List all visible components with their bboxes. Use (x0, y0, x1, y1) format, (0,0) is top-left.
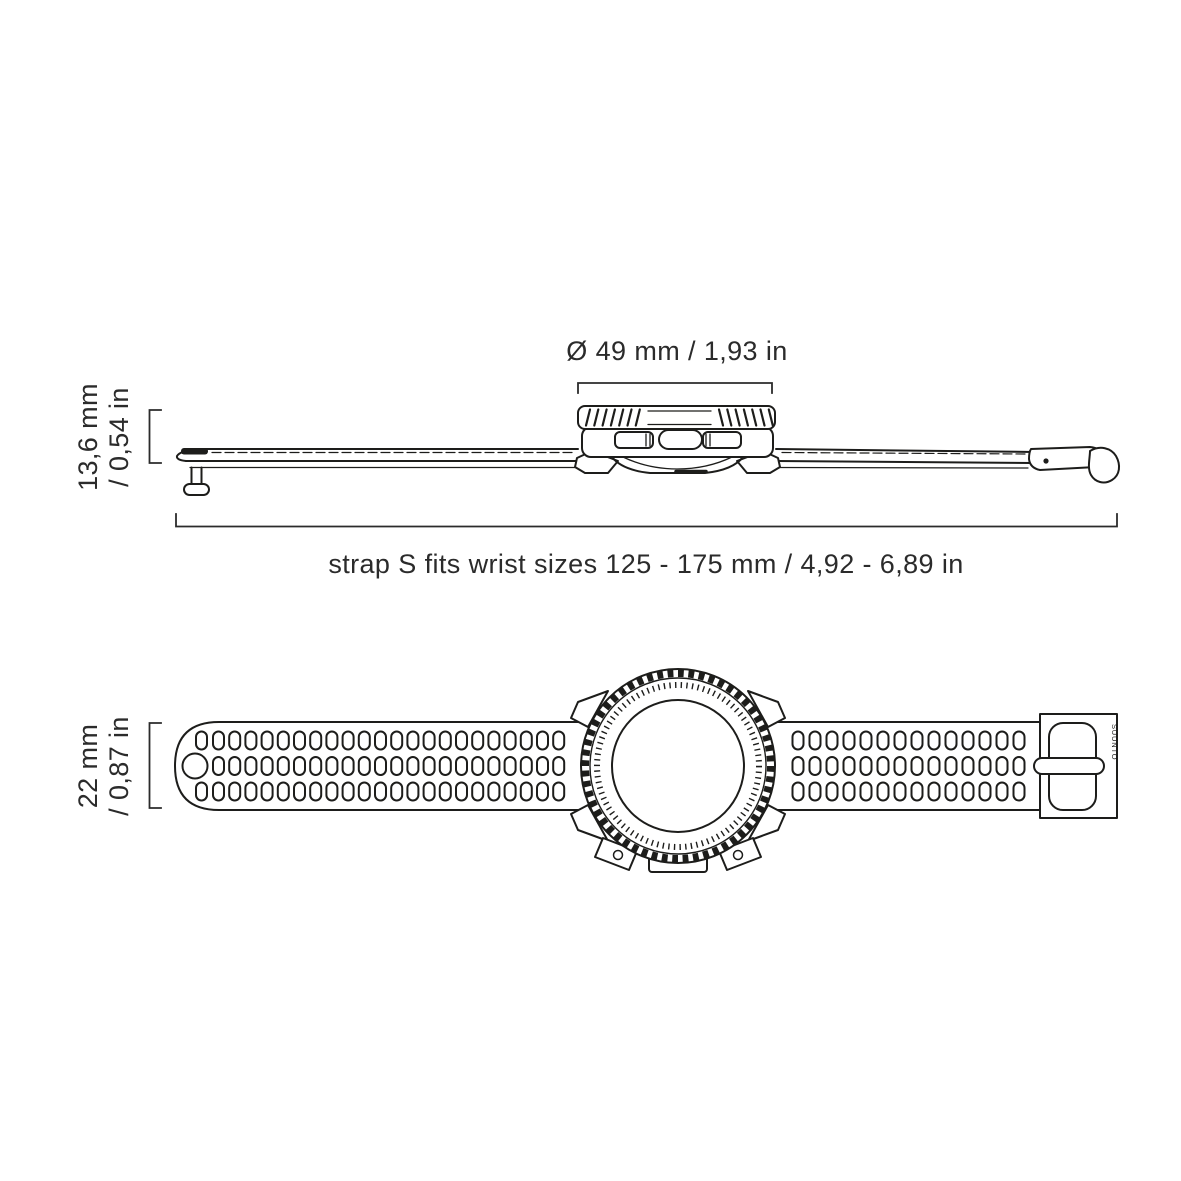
sensor-dome (612, 457, 743, 473)
watch-side-view-illustration (177, 406, 1119, 495)
wrist-size-label: strap S fits wrist sizes 125 - 175 mm / 4,92 - 6,89 in (328, 549, 964, 579)
buckle-pin (1034, 758, 1104, 774)
buckle-side-profile (1029, 447, 1119, 482)
watch-display (612, 700, 744, 832)
thickness-label-line2: / 0,54 in (104, 387, 134, 487)
thickness-label (73, 383, 135, 491)
buckle-brand-text: SUUNTO (1110, 724, 1119, 761)
watch-bezel-side (578, 406, 775, 429)
thickness-dimension-bracket (150, 410, 162, 463)
diameter-dimension-bracket (578, 383, 772, 393)
thickness-label-line1: 13,6 mm (73, 383, 104, 491)
strap-width-dimension-bracket (150, 723, 162, 808)
strap-width-label-line1: 22 mm (73, 723, 104, 809)
strap-pin-stud (184, 468, 209, 496)
strap-width-label-line2: / 0,87 in (104, 716, 134, 816)
watch-bezel-top-view (581, 669, 775, 863)
strap-left-side-profile (177, 448, 580, 468)
buckle-top-view (1034, 714, 1119, 818)
wrist-size-dimension-bracket (176, 514, 1117, 527)
strap-width-label (73, 716, 135, 816)
strap-right-side-profile (776, 449, 1034, 468)
watch-top-view-illustration (175, 669, 1119, 872)
side-buttons (615, 430, 741, 449)
diameter-label: Ø 49 mm / 1,93 in (566, 336, 788, 366)
